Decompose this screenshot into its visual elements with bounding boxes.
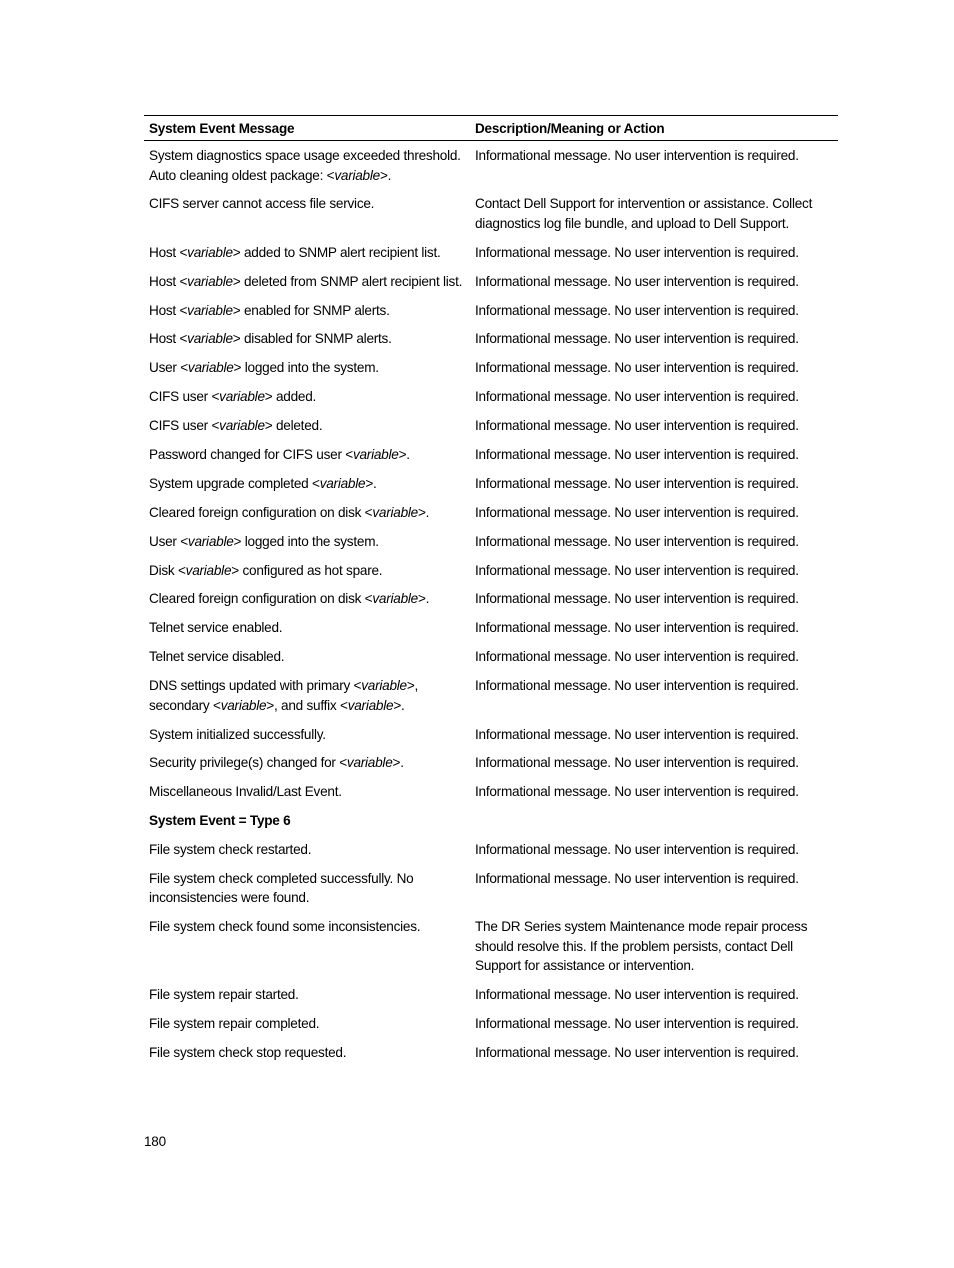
table-row	[144, 917, 838, 976]
description-text: Informational message. No user intervention is required.	[475, 475, 799, 491]
event-message-cell	[144, 387, 470, 407]
variable-placeholder: variable	[187, 244, 233, 260]
description-text: Informational message. No user intervention is required.	[475, 678, 799, 694]
variable-placeholder: variable	[352, 447, 399, 463]
message-text: > enabled for SNMP alerts.	[232, 302, 390, 318]
message-text: File system repair completed.	[149, 1016, 320, 1032]
table-row	[144, 532, 838, 552]
event-message-cell	[144, 329, 470, 349]
header-description: Description/Meaning or Action	[475, 120, 665, 136]
description-text: Informational message. No user intervention is required.	[475, 842, 799, 858]
table-header-row	[144, 116, 838, 141]
description-text: The DR Series system Maintenance mode repair process should resolve this. If the problem persists, contact Dell Support for assistance or intervention.	[475, 919, 808, 974]
description-text: Informational message. No user intervention is required.	[475, 244, 799, 260]
message-text: >, secondary <	[149, 678, 419, 713]
variable-placeholder: variable	[219, 418, 265, 434]
table-row	[144, 647, 838, 667]
description-cell	[470, 561, 838, 581]
message-text: Cleared foreign configuration on disk <	[149, 591, 373, 607]
table-row	[144, 589, 838, 609]
message-text: > logged into the system.	[233, 360, 379, 376]
table-row	[144, 358, 838, 378]
section-heading	[144, 811, 470, 831]
event-message-cell	[144, 676, 470, 715]
table-row	[144, 503, 838, 523]
event-message-cell	[144, 146, 470, 185]
event-message-cell	[144, 589, 470, 609]
variable-placeholder: variable	[220, 697, 267, 713]
message-text: Host <	[149, 302, 188, 318]
description-text: Informational message. No user intervention is required.	[475, 360, 799, 376]
variable-placeholder: variable	[361, 678, 407, 694]
table-row	[144, 243, 838, 263]
variable-placeholder: variable	[346, 755, 393, 771]
description-cell	[470, 618, 838, 638]
event-message-cell	[144, 272, 470, 292]
description-cell	[470, 146, 838, 166]
description-text: Informational message. No user intervention is required.	[475, 784, 799, 800]
message-text: User <	[149, 533, 188, 549]
description-text: Informational message. No user intervention is required.	[475, 591, 799, 607]
table-row	[144, 869, 838, 908]
table-body	[144, 141, 838, 1063]
message-text: > added.	[264, 389, 317, 405]
event-message-cell	[144, 869, 470, 908]
message-text: > logged into the system.	[233, 533, 379, 549]
description-text: Informational message. No user intervention is required.	[475, 649, 799, 665]
message-text: >.	[392, 755, 404, 771]
header-system-event-message: System Event Message	[149, 120, 295, 136]
variable-placeholder: variable	[372, 504, 418, 520]
variable-placeholder: variable	[219, 389, 265, 405]
event-message-cell	[144, 301, 470, 321]
event-message-cell	[144, 532, 470, 552]
event-message-cell	[144, 618, 470, 638]
description-text: Informational message. No user intervention is required.	[475, 331, 799, 347]
event-message-cell	[144, 782, 470, 802]
event-message-cell	[144, 503, 470, 523]
description-cell	[470, 474, 838, 494]
table-row	[144, 387, 838, 407]
description-text: Informational message. No user intervention is required.	[475, 987, 799, 1003]
page-number: 180	[144, 1134, 166, 1149]
description-text: Informational message. No user intervention is required.	[475, 562, 799, 578]
table-row	[144, 272, 838, 292]
message-text: >.	[379, 167, 392, 183]
table-row	[144, 301, 838, 321]
message-text: >, and suffix <	[266, 697, 348, 713]
description-text: Informational message. No user intervention is required.	[475, 504, 799, 520]
variable-placeholder: variable	[187, 533, 234, 549]
message-text: Password changed for CIFS user <	[149, 447, 353, 463]
variable-placeholder: variable	[347, 697, 394, 713]
description-cell	[470, 725, 838, 745]
message-text: > deleted from SNMP alert recipient list.	[232, 273, 463, 289]
event-message-cell	[144, 917, 470, 937]
description-cell	[470, 194, 838, 233]
description-cell	[470, 243, 838, 263]
description-cell	[470, 1043, 838, 1063]
message-text: > added to SNMP alert recipient list.	[232, 244, 441, 260]
description-text: Informational message. No user intervention is required.	[475, 620, 799, 636]
description-text: Informational message. No user intervention is required.	[475, 302, 799, 318]
variable-placeholder: variable	[187, 302, 233, 318]
message-text: File system check found some inconsistencies.	[149, 919, 421, 935]
table-row	[144, 782, 838, 802]
description-cell	[470, 416, 838, 436]
table-row	[144, 1014, 838, 1034]
message-text: > deleted.	[264, 418, 323, 434]
message-text: Host <	[149, 331, 188, 347]
table-row	[144, 840, 838, 860]
description-cell	[470, 1014, 838, 1034]
message-text: Host <	[149, 273, 188, 289]
description-cell	[470, 782, 838, 802]
description-text: Informational message. No user intervention is required.	[475, 389, 799, 405]
message-text: > configured as hot spare.	[231, 562, 383, 578]
description-text: Informational message. No user intervention is required.	[475, 418, 799, 434]
description-text: Informational message. No user intervention is required.	[475, 755, 799, 771]
section-heading-row	[144, 811, 838, 831]
table-row	[144, 676, 838, 715]
message-text: File system check stop requested.	[149, 1045, 347, 1061]
description-cell	[470, 272, 838, 292]
message-text: System initialized successfully.	[149, 726, 326, 742]
message-text: System Event = Type 6	[149, 813, 291, 829]
table-row	[144, 445, 838, 465]
message-text: >.	[417, 591, 430, 607]
message-text: CIFS user <	[149, 418, 220, 434]
description-text: Informational message. No user intervention is required.	[475, 726, 799, 742]
message-text: Miscellaneous Invalid/Last Event.	[149, 784, 342, 800]
description-cell	[470, 589, 838, 609]
table-row	[144, 416, 838, 436]
description-cell	[470, 301, 838, 321]
table-row	[144, 561, 838, 581]
table-row	[144, 618, 838, 638]
description-text: Informational message. No user intervention is required.	[475, 447, 799, 463]
event-message-cell	[144, 647, 470, 667]
description-text: Informational message. No user intervention is required.	[475, 1045, 799, 1061]
event-message-cell	[144, 358, 470, 378]
description-text: Informational message. No user intervention is required.	[475, 148, 799, 163]
event-message-cell	[144, 1014, 470, 1034]
description-cell	[470, 676, 838, 696]
message-text: >.	[398, 447, 410, 463]
description-text: Informational message. No user intervention is required.	[475, 1016, 799, 1032]
message-text: Host <	[149, 244, 188, 260]
event-message-cell	[144, 474, 470, 494]
message-text: DNS settings updated with primary <	[149, 678, 362, 694]
table-row	[144, 985, 838, 1005]
variable-placeholder: variable	[372, 591, 418, 607]
description-cell	[470, 387, 838, 407]
event-message-cell	[144, 840, 470, 860]
event-message-cell	[144, 1043, 470, 1063]
event-message-cell	[144, 243, 470, 263]
event-message-cell	[144, 561, 470, 581]
message-text: CIFS server cannot access file service.	[149, 196, 375, 212]
message-text: CIFS user <	[149, 389, 220, 405]
description-cell	[470, 445, 838, 465]
description-cell	[470, 869, 838, 889]
description-cell	[470, 329, 838, 349]
variable-placeholder: variable	[187, 273, 233, 289]
table-row	[144, 329, 838, 349]
description-cell	[470, 985, 838, 1005]
message-text: Security privilege(s) changed for <	[149, 755, 347, 771]
description-text: Informational message. No user intervention is required.	[475, 533, 799, 549]
table-row	[144, 474, 838, 494]
message-text: File system check completed successfully. No inconsistencies were found.	[149, 870, 414, 906]
message-text: File system repair started.	[149, 987, 299, 1003]
message-text: >.	[393, 697, 405, 713]
message-text: System upgrade completed <	[149, 475, 320, 491]
message-text: Cleared foreign configuration on disk <	[149, 504, 373, 520]
event-message-cell	[144, 753, 470, 773]
description-text: Informational message. No user intervention is required.	[475, 870, 799, 886]
event-message-cell	[144, 445, 470, 465]
description-cell	[470, 647, 838, 667]
table-row	[144, 753, 838, 773]
table-row	[144, 725, 838, 745]
description-cell	[470, 840, 838, 860]
description-text: Contact Dell Support for intervention or assistance. Collect diagnostics log file bundle, and upload to Dell Support.	[475, 196, 813, 231]
variable-placeholder: variable	[334, 167, 380, 183]
message-text: Disk <	[149, 562, 186, 578]
description-text: Informational message. No user intervention is required.	[475, 273, 799, 289]
message-text: >.	[365, 475, 377, 491]
description-cell	[470, 532, 838, 552]
message-text: > disabled for SNMP alerts.	[232, 331, 392, 347]
event-message-cell	[144, 725, 470, 745]
variable-placeholder: variable	[185, 562, 232, 578]
description-cell	[470, 753, 838, 773]
system-event-table	[144, 115, 838, 1072]
message-text: System diagnostics space usage exceeded threshold. Auto cleaning oldest package: <	[149, 148, 461, 183]
table-row	[144, 194, 838, 233]
message-text: Telnet service enabled.	[149, 620, 283, 636]
message-text: File system check restarted.	[149, 842, 312, 858]
event-message-cell	[144, 985, 470, 1005]
event-message-cell	[144, 194, 470, 214]
message-text: >.	[417, 504, 430, 520]
message-text: Telnet service disabled.	[149, 649, 285, 665]
table-row	[144, 146, 838, 185]
description-cell	[470, 917, 838, 976]
table-row	[144, 1043, 838, 1063]
variable-placeholder: variable	[187, 360, 234, 376]
description-cell	[470, 358, 838, 378]
message-text: User <	[149, 360, 188, 376]
event-message-cell	[144, 416, 470, 436]
variable-placeholder: variable	[319, 475, 366, 491]
variable-placeholder: variable	[187, 331, 233, 347]
description-cell	[470, 503, 838, 523]
